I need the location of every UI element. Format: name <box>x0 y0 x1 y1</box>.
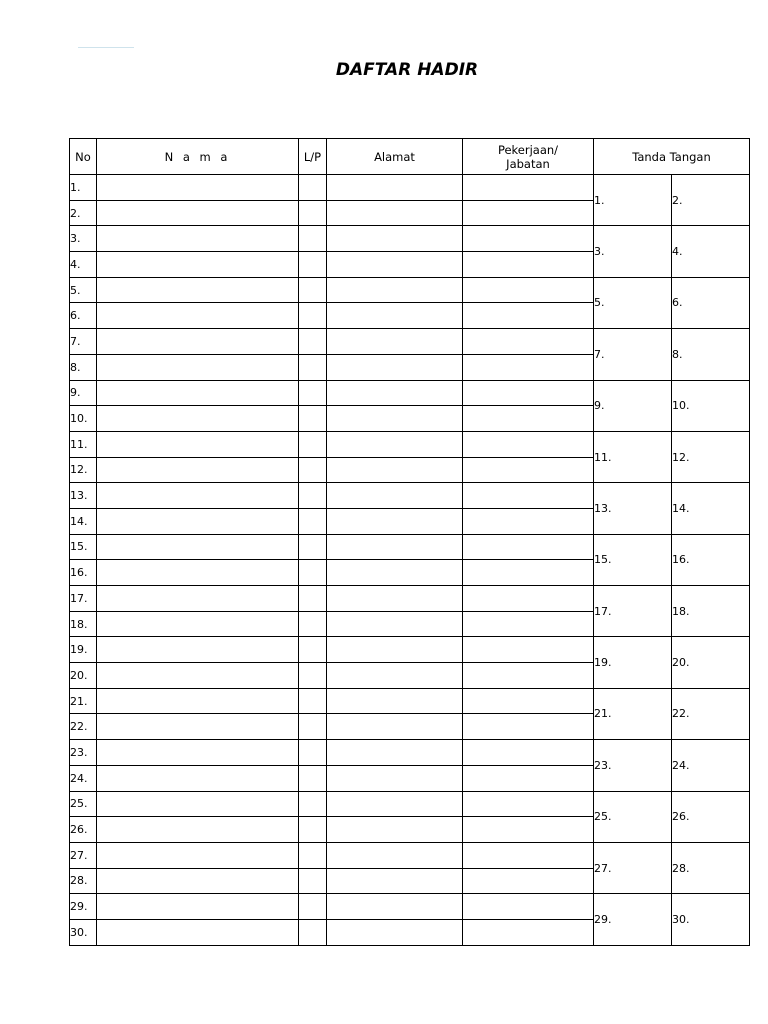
table-row <box>70 483 750 509</box>
signature-cell[interactable]: 20. <box>672 637 750 688</box>
alamat-cell[interactable] <box>327 431 463 457</box>
pekerjaan-cell[interactable] <box>463 842 594 868</box>
nama-cell[interactable] <box>97 303 299 329</box>
row-number: 3. <box>70 226 97 252</box>
alamat-cell[interactable] <box>327 688 463 714</box>
signature-cell[interactable]: 4. <box>672 226 750 277</box>
table-row <box>70 175 750 201</box>
row-number: 8. <box>70 354 97 380</box>
column-header-pekerjaan-line1: Pekerjaan/ <box>497 142 559 157</box>
lp-cell[interactable] <box>299 817 327 843</box>
row-number: 21. <box>70 688 97 714</box>
row-number: 24. <box>70 765 97 791</box>
nama-cell[interactable] <box>97 354 299 380</box>
row-number: 2. <box>70 200 97 226</box>
row-number: 29. <box>70 894 97 920</box>
row-number: 28. <box>70 868 97 894</box>
lp-cell[interactable] <box>299 431 327 457</box>
nama-cell[interactable] <box>97 842 299 868</box>
lp-cell[interactable] <box>299 740 327 766</box>
lp-cell[interactable] <box>299 380 327 406</box>
signature-cell[interactable]: 11. <box>594 431 672 482</box>
pekerjaan-cell[interactable] <box>463 868 594 894</box>
nama-cell[interactable] <box>97 457 299 483</box>
row-number: 10. <box>70 406 97 432</box>
signature-cell[interactable]: 2. <box>672 175 750 226</box>
lp-cell[interactable] <box>299 226 327 252</box>
lp-cell[interactable] <box>299 688 327 714</box>
column-header-nama: N a m a <box>97 139 299 175</box>
nama-cell[interactable] <box>97 226 299 252</box>
signature-cell[interactable]: 22. <box>672 688 750 739</box>
signature-cell[interactable]: 8. <box>672 329 750 380</box>
signature-cell[interactable]: 15. <box>594 534 672 585</box>
row-number: 14. <box>70 508 97 534</box>
table-row <box>70 894 750 920</box>
column-header-lp: L/P <box>299 139 327 175</box>
pekerjaan-cell[interactable] <box>463 226 594 252</box>
table-row <box>70 791 750 817</box>
column-header-tanda-tangan: Tanda Tangan <box>594 139 750 175</box>
table-row <box>70 842 750 868</box>
signature-cell[interactable]: 21. <box>594 688 672 739</box>
nama-cell[interactable] <box>97 200 299 226</box>
alamat-cell[interactable] <box>327 380 463 406</box>
decorative-line <box>78 47 134 48</box>
attendance-table <box>69 138 750 946</box>
lp-cell[interactable] <box>299 868 327 894</box>
signature-cell[interactable]: 30. <box>672 894 750 945</box>
signature-cell[interactable]: 18. <box>672 586 750 637</box>
pekerjaan-cell[interactable] <box>463 817 594 843</box>
nama-cell[interactable] <box>97 483 299 509</box>
pekerjaan-cell[interactable] <box>463 252 594 278</box>
signature-cell[interactable]: 27. <box>594 842 672 893</box>
pekerjaan-cell[interactable] <box>463 303 594 329</box>
nama-cell[interactable] <box>97 380 299 406</box>
alamat-cell[interactable] <box>327 611 463 637</box>
pekerjaan-cell[interactable] <box>463 714 594 740</box>
pekerjaan-cell[interactable] <box>463 508 594 534</box>
pekerjaan-cell[interactable] <box>463 380 594 406</box>
pekerjaan-cell[interactable] <box>463 277 594 303</box>
alamat-cell[interactable] <box>327 740 463 766</box>
pekerjaan-cell[interactable] <box>463 611 594 637</box>
signature-cell[interactable]: 1. <box>594 175 672 226</box>
row-number: 5. <box>70 277 97 303</box>
alamat-cell[interactable] <box>327 894 463 920</box>
row-number: 13. <box>70 483 97 509</box>
alamat-cell[interactable] <box>327 534 463 560</box>
lp-cell[interactable] <box>299 175 327 201</box>
signature-cell[interactable]: 5. <box>594 277 672 328</box>
row-number: 27. <box>70 842 97 868</box>
row-number: 1. <box>70 175 97 201</box>
row-number: 23. <box>70 740 97 766</box>
row-number: 19. <box>70 637 97 663</box>
pekerjaan-cell[interactable] <box>463 791 594 817</box>
nama-cell[interactable] <box>97 252 299 278</box>
lp-cell[interactable] <box>299 329 327 355</box>
row-number: 18. <box>70 611 97 637</box>
table-row <box>70 329 750 355</box>
alamat-cell[interactable] <box>327 303 463 329</box>
table-row <box>70 431 750 457</box>
nama-cell[interactable] <box>97 765 299 791</box>
column-header-alamat: Alamat <box>327 139 463 175</box>
row-number: 26. <box>70 817 97 843</box>
pekerjaan-cell[interactable] <box>463 175 594 201</box>
alamat-cell[interactable] <box>327 791 463 817</box>
table-row <box>70 740 750 766</box>
signature-cell[interactable]: 17. <box>594 586 672 637</box>
alamat-cell[interactable] <box>327 200 463 226</box>
lp-cell[interactable] <box>299 637 327 663</box>
nama-cell[interactable] <box>97 637 299 663</box>
signature-cell[interactable]: 24. <box>672 740 750 791</box>
nama-cell[interactable] <box>97 817 299 843</box>
header-row <box>70 139 750 175</box>
pekerjaan-cell[interactable] <box>463 663 594 689</box>
table-row <box>70 380 750 406</box>
pekerjaan-cell[interactable] <box>463 200 594 226</box>
alamat-cell[interactable] <box>327 252 463 278</box>
lp-cell[interactable] <box>299 354 327 380</box>
alamat-cell[interactable] <box>327 586 463 612</box>
column-header-pekerjaan-line2: Jabatan <box>506 156 550 171</box>
alamat-cell[interactable] <box>327 483 463 509</box>
lp-cell[interactable] <box>299 252 327 278</box>
pekerjaan-cell[interactable] <box>463 919 594 945</box>
lp-cell[interactable] <box>299 663 327 689</box>
nama-cell[interactable] <box>97 791 299 817</box>
nama-cell[interactable] <box>97 175 299 201</box>
signature-cell[interactable]: 23. <box>594 740 672 791</box>
lp-cell[interactable] <box>299 406 327 432</box>
nama-cell[interactable] <box>97 894 299 920</box>
signature-cell[interactable]: 25. <box>594 791 672 842</box>
alamat-cell[interactable] <box>327 277 463 303</box>
alamat-cell[interactable] <box>327 817 463 843</box>
alamat-cell[interactable] <box>327 842 463 868</box>
lp-cell[interactable] <box>299 919 327 945</box>
signature-cell[interactable]: 26. <box>672 791 750 842</box>
pekerjaan-cell[interactable] <box>463 560 594 586</box>
pekerjaan-cell[interactable] <box>463 431 594 457</box>
lp-cell[interactable] <box>299 534 327 560</box>
pekerjaan-cell[interactable] <box>463 329 594 355</box>
nama-cell[interactable] <box>97 586 299 612</box>
row-number: 6. <box>70 303 97 329</box>
alamat-cell[interactable] <box>327 868 463 894</box>
nama-cell[interactable] <box>97 714 299 740</box>
lp-cell[interactable] <box>299 714 327 740</box>
nama-cell[interactable] <box>97 663 299 689</box>
lp-cell[interactable] <box>299 483 327 509</box>
nama-cell[interactable] <box>97 508 299 534</box>
table-body <box>70 175 750 946</box>
column-header-pekerjaan <box>463 139 594 175</box>
pekerjaan-cell[interactable] <box>463 688 594 714</box>
alamat-cell[interactable] <box>327 560 463 586</box>
nama-cell[interactable] <box>97 688 299 714</box>
table-row <box>70 277 750 303</box>
table-row <box>70 226 750 252</box>
row-number: 30. <box>70 919 97 945</box>
row-number: 4. <box>70 252 97 278</box>
table-row <box>70 688 750 714</box>
lp-cell[interactable] <box>299 765 327 791</box>
page-title: DAFTAR HADIR <box>335 60 479 80</box>
alamat-cell[interactable] <box>327 457 463 483</box>
lp-cell[interactable] <box>299 586 327 612</box>
signature-cell[interactable]: 29. <box>594 894 672 945</box>
alamat-cell[interactable] <box>327 226 463 252</box>
table-row <box>70 586 750 612</box>
pekerjaan-cell[interactable] <box>463 534 594 560</box>
nama-cell[interactable] <box>97 919 299 945</box>
pekerjaan-cell[interactable] <box>463 483 594 509</box>
alamat-cell[interactable] <box>327 714 463 740</box>
pekerjaan-cell[interactable] <box>463 894 594 920</box>
pekerjaan-cell[interactable] <box>463 765 594 791</box>
lp-cell[interactable] <box>299 842 327 868</box>
nama-cell[interactable] <box>97 534 299 560</box>
nama-cell[interactable] <box>97 611 299 637</box>
column-header-no: No <box>70 139 97 175</box>
alamat-cell[interactable] <box>327 919 463 945</box>
signature-cell[interactable]: 7. <box>594 329 672 380</box>
pekerjaan-cell[interactable] <box>463 586 594 612</box>
alamat-cell[interactable] <box>327 663 463 689</box>
row-number: 7. <box>70 329 97 355</box>
nama-cell[interactable] <box>97 740 299 766</box>
signature-cell[interactable]: 14. <box>672 483 750 534</box>
row-number: 17. <box>70 586 97 612</box>
row-number: 9. <box>70 380 97 406</box>
nama-cell[interactable] <box>97 277 299 303</box>
alamat-cell[interactable] <box>327 508 463 534</box>
lp-cell[interactable] <box>299 508 327 534</box>
signature-cell[interactable]: 12. <box>672 431 750 482</box>
row-number: 15. <box>70 534 97 560</box>
pekerjaan-cell[interactable] <box>463 637 594 663</box>
lp-cell[interactable] <box>299 303 327 329</box>
alamat-cell[interactable] <box>327 637 463 663</box>
nama-cell[interactable] <box>97 868 299 894</box>
pekerjaan-cell[interactable] <box>463 354 594 380</box>
nama-cell[interactable] <box>97 560 299 586</box>
signature-cell[interactable]: 6. <box>672 277 750 328</box>
lp-cell[interactable] <box>299 457 327 483</box>
lp-cell[interactable] <box>299 791 327 817</box>
row-number: 11. <box>70 431 97 457</box>
signature-cell[interactable]: 16. <box>672 534 750 585</box>
signature-cell[interactable]: 9. <box>594 380 672 431</box>
alamat-cell[interactable] <box>327 765 463 791</box>
nama-cell[interactable] <box>97 406 299 432</box>
lp-cell[interactable] <box>299 560 327 586</box>
lp-cell[interactable] <box>299 277 327 303</box>
signature-cell[interactable]: 19. <box>594 637 672 688</box>
row-number: 22. <box>70 714 97 740</box>
row-number: 16. <box>70 560 97 586</box>
row-number: 12. <box>70 457 97 483</box>
nama-cell[interactable] <box>97 431 299 457</box>
alamat-cell[interactable] <box>327 354 463 380</box>
signature-cell[interactable]: 10. <box>672 380 750 431</box>
row-number: 20. <box>70 663 97 689</box>
pekerjaan-cell[interactable] <box>463 740 594 766</box>
signature-cell[interactable]: 28. <box>672 842 750 893</box>
alamat-cell[interactable] <box>327 406 463 432</box>
row-number: 25. <box>70 791 97 817</box>
lp-cell[interactable] <box>299 894 327 920</box>
pekerjaan-cell[interactable] <box>463 406 594 432</box>
alamat-cell[interactable] <box>327 175 463 201</box>
nama-cell[interactable] <box>97 329 299 355</box>
lp-cell[interactable] <box>299 611 327 637</box>
lp-cell[interactable] <box>299 200 327 226</box>
alamat-cell[interactable] <box>327 329 463 355</box>
table-row <box>70 637 750 663</box>
signature-cell[interactable]: 3. <box>594 226 672 277</box>
table-row <box>70 534 750 560</box>
signature-cell[interactable]: 13. <box>594 483 672 534</box>
pekerjaan-cell[interactable] <box>463 457 594 483</box>
